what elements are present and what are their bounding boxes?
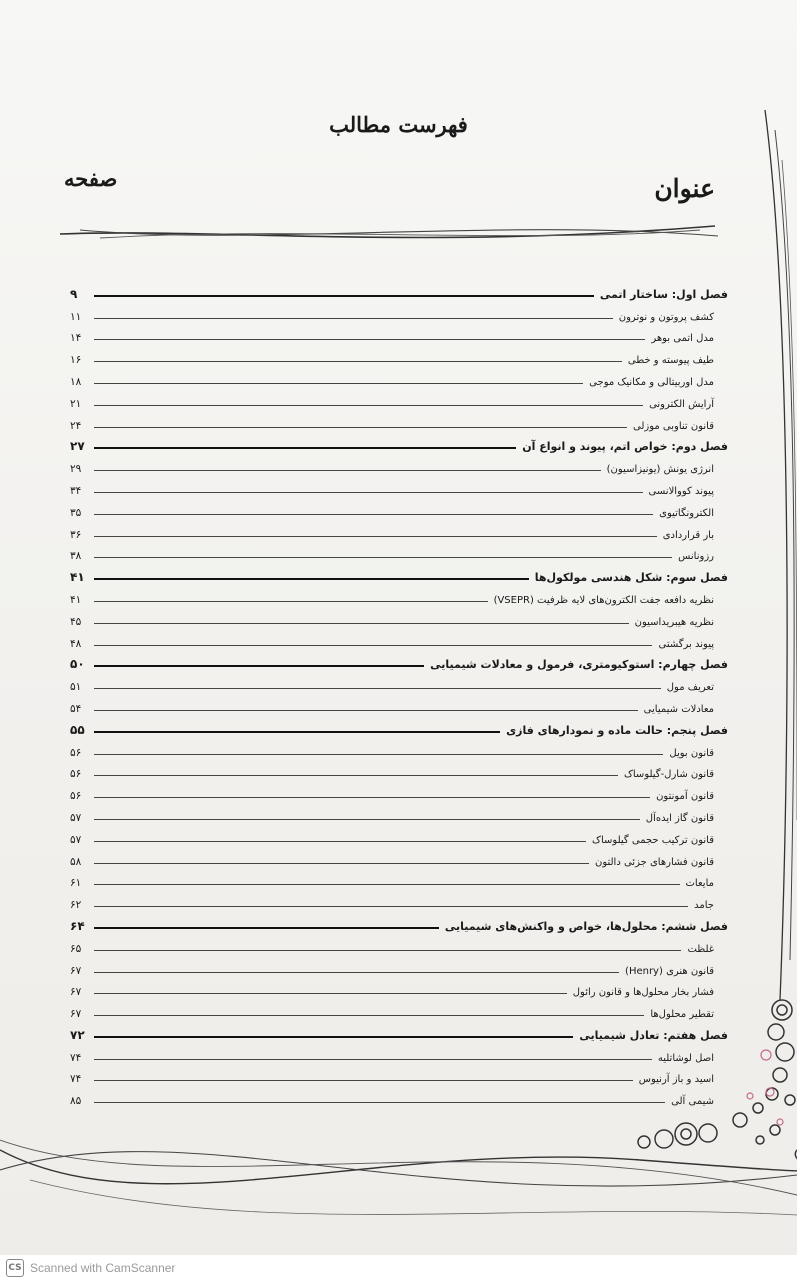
toc-page-number: ۶۵ (70, 942, 82, 955)
toc-entry-title: طیف پیوسته و خطی (627, 355, 714, 367)
toc-entry-row (70, 846, 728, 868)
toc-entry-row (70, 366, 728, 388)
leader-line (94, 491, 643, 493)
toc-page-number: ۴۸ (70, 637, 82, 650)
leader-line (94, 446, 516, 449)
toc-chapter-row (70, 911, 728, 933)
leader-line (94, 687, 661, 689)
leader-line (94, 556, 672, 558)
toc-entry-row (70, 1042, 728, 1064)
toc-page-number: ۱۱ (70, 310, 82, 323)
toc-entry-title: فشار بخار محلول‌ها و قانون رائول (572, 987, 714, 999)
page-title: فهرست مطالب (329, 112, 468, 137)
toc-entry-title: فصل سوم: شکل هندسی مولکول‌ها (534, 571, 728, 585)
toc-entry-title: فصل ششم: محلول‌ها، خواص و واکنش‌های شیمیایی (444, 919, 728, 933)
leader-line (94, 317, 613, 319)
leader-line (94, 360, 622, 362)
toc-entry-row (70, 410, 728, 432)
toc-chapter-row (70, 650, 728, 672)
leader-line (94, 535, 657, 537)
toc-chapter-row (70, 279, 728, 301)
toc-entry-title: تقطیر محلول‌ها (650, 1009, 714, 1021)
toc-page-number: ۳۵ (70, 506, 82, 519)
toc-page-number: ۴۵ (70, 615, 82, 628)
leader-line (94, 753, 663, 755)
toc-entry-row (70, 802, 728, 824)
toc-page-number: ۵۶ (70, 768, 82, 781)
toc-page-number: ۸۵ (70, 1095, 82, 1108)
leader-line (94, 926, 439, 929)
toc-entry-row (70, 759, 728, 781)
leader-line (94, 730, 500, 733)
toc-entry-row (70, 693, 728, 715)
toc-page-number: ۶۷ (70, 964, 82, 977)
toc-entry-row (70, 933, 728, 955)
camscanner-icon: CS (6, 1259, 24, 1277)
toc-page-number: ۵۵ (70, 722, 85, 737)
toc-page-number: ۶۴ (70, 918, 85, 933)
toc-entry-row (70, 1085, 728, 1107)
toc-entry-title: شیمی آلی (671, 1096, 714, 1108)
leader-line (94, 818, 640, 820)
toc-entry-title: الکترونگاتیوی (659, 507, 714, 519)
toc-entry-title: نظریه هیبریداسیون (634, 616, 714, 628)
leader-line (94, 862, 589, 864)
leader-line (94, 905, 688, 907)
leader-line (94, 644, 652, 646)
toc-entry-row (70, 737, 728, 759)
toc-entry-row (70, 998, 728, 1020)
toc-entry-title: قانون گاز ایده‌آل (645, 812, 714, 824)
pink-bubble-ornament (747, 1050, 783, 1125)
toc-entry-row (70, 323, 728, 345)
toc-entry-title: قانون هنری (Henry) (625, 965, 714, 977)
toc-page-number: ۵۰ (70, 657, 85, 672)
leader-line (94, 426, 627, 428)
leader-line (94, 622, 629, 624)
toc-entry-row (70, 671, 728, 693)
leader-line (94, 774, 618, 776)
toc-entry-row (70, 388, 728, 410)
leader-line (94, 949, 681, 951)
toc-entry-title: اسید و باز آرنیوس (638, 1074, 714, 1086)
toc-page-number: ۳۴ (70, 484, 82, 497)
toc-entry-title: رزونانس (678, 551, 714, 563)
toc-entry-row (70, 541, 728, 563)
toc-entry-row (70, 868, 728, 890)
leader-line (94, 1014, 644, 1016)
toc-entry-title: نظریه دافعه جفت الکترون‌های لایه ظرفیت (VSEPR) (493, 594, 714, 606)
toc-entry-title: مدل اوربیتالی و مکانیک موجی (589, 376, 714, 388)
toc-page-number: ۶۱ (70, 877, 82, 890)
leader-line (94, 1035, 573, 1038)
toc-entry-row (70, 584, 728, 606)
leader-line (94, 469, 601, 471)
leader-line (94, 404, 643, 406)
toc-chapter-row (70, 1020, 728, 1042)
leader-line (94, 709, 638, 711)
toc-entry-row (70, 453, 728, 475)
toc-page-number: ۵۶ (70, 746, 82, 759)
scanner-watermark-text: Scanned with CamScanner (30, 1260, 176, 1275)
toc-page-number: ۷۴ (70, 1051, 82, 1064)
toc-page-number: ۱۸ (70, 375, 82, 388)
toc-page-number: ۲۹ (70, 463, 82, 476)
leader-line (94, 338, 645, 340)
leader-line (94, 600, 488, 602)
toc-page-number: ۷۴ (70, 1073, 82, 1086)
toc-entry-title: فصل دوم: خواص اتم، پیوند و انواع آن (522, 440, 728, 454)
toc-page-number: ۶۷ (70, 1008, 82, 1021)
toc-chapter-row (70, 432, 728, 454)
toc-page-number: ۵۸ (70, 855, 82, 868)
toc-entry-title: پیوند کووالانسی (648, 485, 714, 497)
toc-entry-title: فصل چهارم: استوکیومتری، فرمول و معادلات شیمیایی (430, 658, 728, 672)
toc-page-number: ۵۴ (70, 702, 82, 715)
toc-entry-title: فصل هفتم: تعادل شیمیایی (579, 1028, 728, 1042)
toc-page-number: ۵۷ (70, 811, 82, 824)
leader-line (94, 971, 619, 973)
toc-entry-title: بار قراردادی (662, 529, 714, 541)
toc-entry-title: مایعات (685, 878, 714, 890)
toc-entry-title: مدل اتمی بوهر (651, 333, 714, 345)
leader-line (94, 1101, 665, 1103)
toc-page-number: ۴۱ (70, 593, 82, 606)
toc-page-number: ۱۶ (70, 354, 82, 367)
toc-entry-row (70, 344, 728, 366)
toc-entry-row (70, 977, 728, 999)
column-header-page: صفحه (64, 166, 118, 191)
toc-entry-title: فصل پنجم: حالت ماده و نمودارهای فازی (506, 723, 728, 737)
table-of-contents (70, 279, 728, 1107)
scanner-footer (0, 1255, 797, 1280)
leader-line (94, 1058, 652, 1060)
toc-chapter-row (70, 715, 728, 737)
toc-entry-title: قانون ترکیب حجمی گیلوساک (592, 834, 714, 846)
toc-entry-title: پیوند برگشتی (658, 638, 714, 650)
toc-entry-title: آرایش الکترونی (649, 398, 714, 410)
leader-line (94, 294, 594, 297)
toc-entry-row (70, 628, 728, 650)
toc-page-number: ۵۶ (70, 790, 82, 803)
toc-entry-row (70, 955, 728, 977)
toc-entry-title: قانون آمونتون (656, 791, 714, 803)
toc-entry-row (70, 780, 728, 802)
toc-entry-title: جامد (694, 900, 714, 912)
toc-entry-row (70, 519, 728, 541)
leader-line (94, 840, 586, 842)
toc-page-number: ۵۱ (70, 681, 82, 694)
toc-entry-row (70, 475, 728, 497)
leader-line (94, 883, 680, 885)
leader-line (94, 664, 424, 667)
toc-entry-title: اصل لوشاتلیه (657, 1052, 714, 1064)
toc-page-number: ۴۱ (70, 570, 85, 585)
toc-page-number: ۱۴ (70, 332, 82, 345)
toc-entry-title: معادلات شیمیایی (643, 703, 714, 715)
toc-entry-title: تعریف مول (666, 682, 714, 694)
toc-entry-title: قانون تناوبی موزلی (632, 420, 714, 432)
toc-entry-row (70, 889, 728, 911)
leader-line (94, 1079, 633, 1081)
toc-chapter-row (70, 562, 728, 584)
toc-entry-row (70, 1064, 728, 1086)
toc-page-number: ۹ (70, 286, 78, 301)
leader-line (94, 382, 583, 384)
toc-entry-title: قانون بویل (669, 747, 714, 759)
toc-page-number: ۳۸ (70, 550, 82, 563)
toc-entry-title: انرژی یونش (یونیزاسیون) (606, 464, 714, 476)
leader-line (94, 513, 653, 515)
toc-entry-row (70, 301, 728, 323)
toc-entry-title: قانون شارل-گیلوساک (623, 769, 714, 781)
toc-entry-title: کشف پروتون و نوترون (618, 311, 714, 323)
toc-entry-title: غلظت (687, 943, 714, 955)
leader-line (94, 577, 529, 580)
toc-page-number: ۲۱ (70, 397, 82, 410)
leader-line (94, 796, 650, 798)
toc-entry-row (70, 497, 728, 519)
toc-page-number: ۲۷ (70, 439, 85, 454)
column-header-title: عنوان (654, 174, 715, 203)
toc-page-number: ۶۷ (70, 986, 82, 999)
toc-entry-title: قانون فشارهای جزئی دالتون (594, 856, 714, 868)
toc-page-number: ۶۲ (70, 899, 82, 912)
leader-line (94, 992, 567, 994)
toc-entry-row (70, 606, 728, 628)
toc-page-number: ۲۴ (70, 419, 82, 432)
toc-page-number: ۳۶ (70, 528, 82, 541)
toc-entry-row (70, 824, 728, 846)
toc-page-number: ۵۷ (70, 833, 82, 846)
toc-entry-title: فصل اول: ساختار اتمی (599, 287, 728, 301)
toc-page-number: ۷۲ (70, 1027, 85, 1042)
